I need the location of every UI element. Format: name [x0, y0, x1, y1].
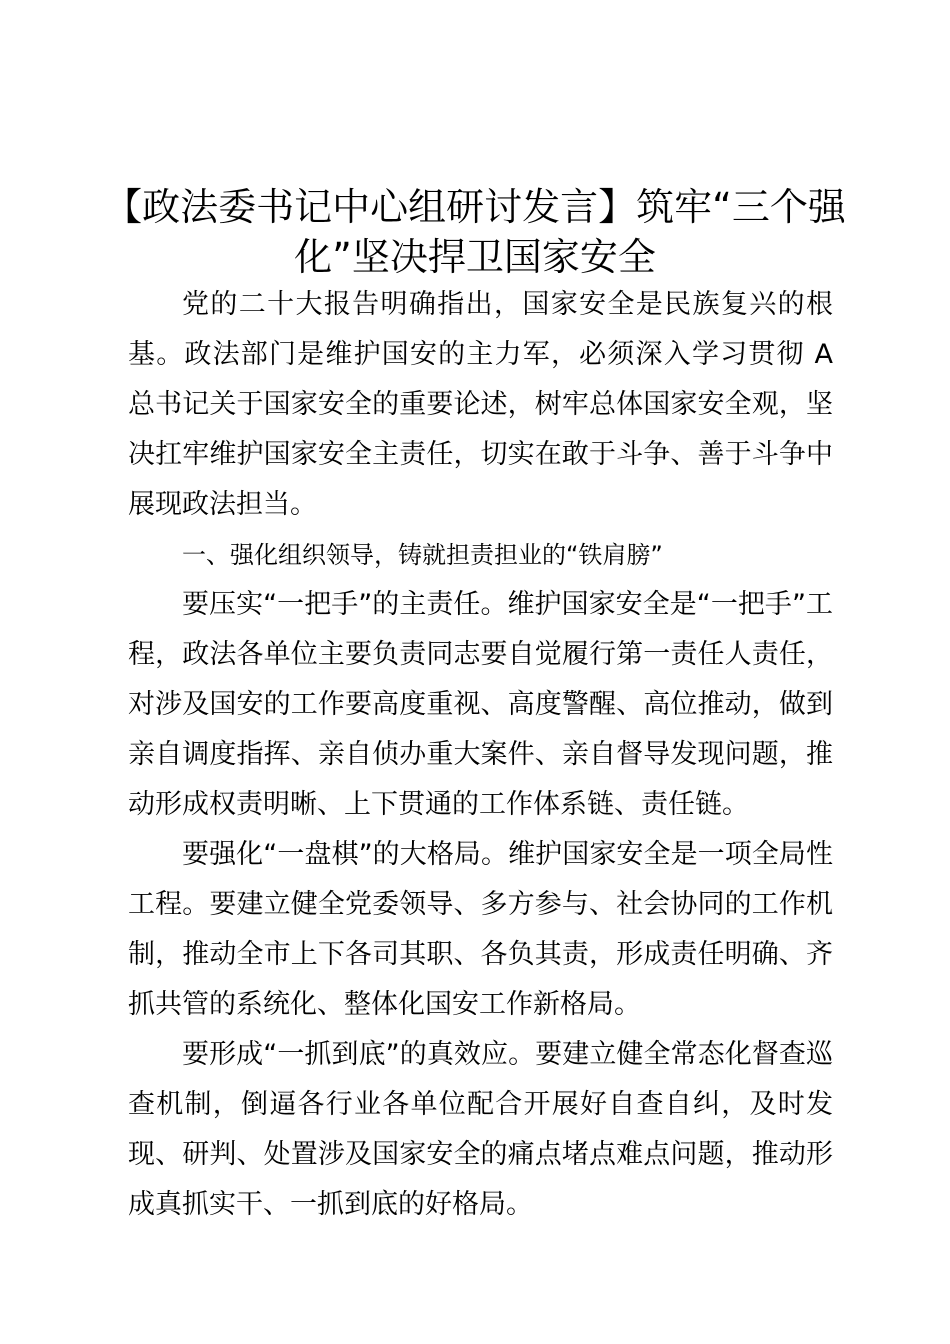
section1-paragraph-3: 要形成“一抓到底”的真效应。要建立健全常态化督查巡查机制，倒逼各行业各单位配合开展好自查自纠，及时发现、研判、处置涉及国家安全的痛点堵点难点问题，推动形成真抓实干、一抓到底的好格局。 — [128, 1039, 833, 1220]
title-line-1: 【政法委书记中心组研讨发言】筑牢“三个强 — [104, 185, 846, 229]
intro-paragraph: 党的二十大报告明确指出，国家安全是民族复兴的根基。政法部门是维护国安的主力军，必须深入学习贯彻 A 总书记关于国家安全的重要论述，树牢总体国家安全观，坚决扛牢维护国家安全主责任，切实在敢于斗争、善于斗争中展现政法担当。 — [128, 289, 833, 520]
title-line-2: 化”坚决捍卫国家安全 — [294, 235, 656, 279]
document-body — [128, 280, 833, 1230]
document-title — [100, 182, 850, 282]
section1-paragraph-1: 要压实“一把手”的主责任。维护国家安全是“一把手”工程，政法各单位主要负责同志要自觉履行第一责任人责任，对涉及国安的工作要高度重视、高度警醒、高位推动，做到亲自调度指挥、亲自侦办重大案件、亲自督导发现问题，推动形成权责明晰、上下贯通的工作体系链、责任链。 — [128, 589, 833, 820]
section1-paragraph-2: 要强化“一盘棋”的大格局。维护国家安全是一项全局性工程。要建立健全党委领导、多方参与、社会协同的工作机制，推动全市上下各司其职、各负其责，形成责任明确、齐抓共管的系统化、整体化国安工作新格局。 — [128, 839, 833, 1020]
section-heading-1: 一、强化组织领导，铸就担责担业的“铁肩膀” — [182, 541, 663, 569]
